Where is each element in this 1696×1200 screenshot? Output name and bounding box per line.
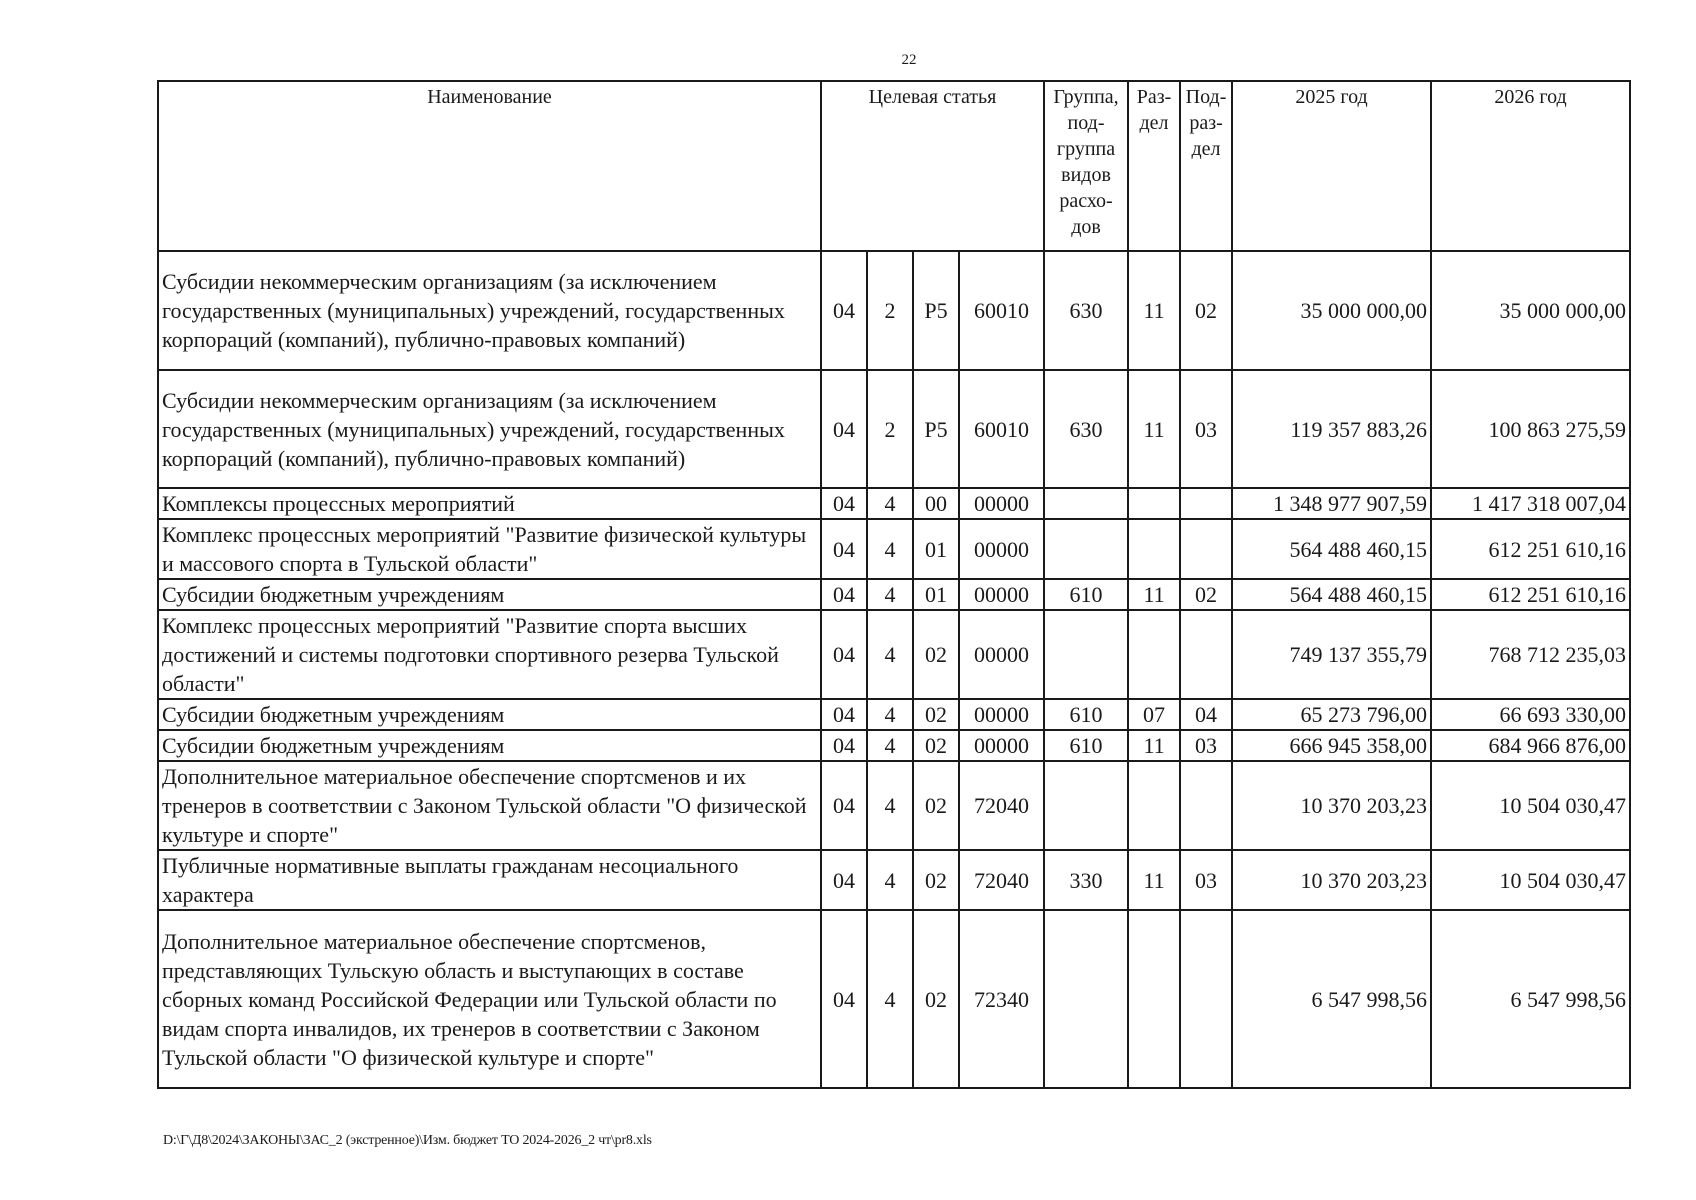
budget-table bbox=[157, 80, 1631, 1089]
amount-2025: 1 348 977 907,59 bbox=[1232, 488, 1431, 519]
target-article-part4: 00000 bbox=[959, 699, 1044, 730]
expense-group bbox=[1044, 761, 1128, 850]
subsection-code: 03 bbox=[1180, 730, 1232, 761]
section-code: 11 bbox=[1128, 579, 1180, 610]
target-article-part2: 4 bbox=[867, 519, 913, 579]
amount-2026: 684 966 876,00 bbox=[1431, 730, 1630, 761]
target-article-part3: 02 bbox=[913, 910, 959, 1088]
row-name: Комплексы процессных мероприятий bbox=[158, 488, 821, 519]
section-code bbox=[1128, 761, 1180, 850]
amount-2025: 10 370 203,23 bbox=[1232, 761, 1431, 850]
row-name: Публичные нормативные выплаты гражданам несоциального характера bbox=[158, 850, 821, 910]
row-name: Субсидии некоммерческим организациям (за исключением государственных (муниципальных) учреждений, государственных корпораций (компаний), публично-правовых компаний) bbox=[158, 370, 821, 488]
target-article-part3: 02 bbox=[913, 850, 959, 910]
target-article-part4: 72040 bbox=[959, 761, 1044, 850]
header-subsection: Под-раз-дел bbox=[1180, 81, 1232, 251]
header-year-2025: 2025 год bbox=[1232, 81, 1431, 251]
section-code: 11 bbox=[1128, 370, 1180, 488]
target-article-part2: 4 bbox=[867, 579, 913, 610]
table-row bbox=[158, 251, 1630, 370]
header-target-article: Целевая статья bbox=[821, 81, 1044, 251]
target-article-part3: Р5 bbox=[913, 370, 959, 488]
expense-group bbox=[1044, 910, 1128, 1088]
target-article-part4: 00000 bbox=[959, 519, 1044, 579]
file-path: D:\Г\Д8\2024\ЗАКОНЫ\ЗАС_2 (экстренное)\Изм. бюджет ТО 2024-2026_2 чт\pr8.xls bbox=[163, 1133, 652, 1148]
amount-2025: 10 370 203,23 bbox=[1232, 850, 1431, 910]
section-code: 11 bbox=[1128, 850, 1180, 910]
amount-2025: 35 000 000,00 bbox=[1232, 251, 1431, 370]
amount-2026: 100 863 275,59 bbox=[1431, 370, 1630, 488]
table-row bbox=[158, 699, 1630, 730]
target-article-part3: 02 bbox=[913, 730, 959, 761]
target-article-part2: 4 bbox=[867, 850, 913, 910]
section-code bbox=[1128, 519, 1180, 579]
amount-2026: 1 417 318 007,04 bbox=[1431, 488, 1630, 519]
target-article-part3: 02 bbox=[913, 699, 959, 730]
table-row bbox=[158, 730, 1630, 761]
target-article-part4: 00000 bbox=[959, 488, 1044, 519]
target-article-part1: 04 bbox=[821, 699, 867, 730]
subsection-code: 02 bbox=[1180, 579, 1232, 610]
expense-group: 630 bbox=[1044, 251, 1128, 370]
target-article-part4: 60010 bbox=[959, 370, 1044, 488]
target-article-part4: 00000 bbox=[959, 610, 1044, 699]
target-article-part2: 2 bbox=[867, 251, 913, 370]
target-article-part3: 02 bbox=[913, 610, 959, 699]
target-article-part4: 72340 bbox=[959, 910, 1044, 1088]
table-row bbox=[158, 761, 1630, 850]
section-code: 11 bbox=[1128, 251, 1180, 370]
expense-group: 610 bbox=[1044, 579, 1128, 610]
section-code bbox=[1128, 610, 1180, 699]
subsection-code: 02 bbox=[1180, 251, 1232, 370]
header-name: Наименование bbox=[158, 81, 821, 251]
target-article-part3: 01 bbox=[913, 579, 959, 610]
target-article-part1: 04 bbox=[821, 370, 867, 488]
target-article-part3: 02 bbox=[913, 761, 959, 850]
row-name: Субсидии бюджетным учреждениям bbox=[158, 579, 821, 610]
expense-group: 610 bbox=[1044, 730, 1128, 761]
subsection-code: 03 bbox=[1180, 370, 1232, 488]
amount-2026: 66 693 330,00 bbox=[1431, 699, 1630, 730]
target-article-part2: 4 bbox=[867, 610, 913, 699]
target-article-part2: 2 bbox=[867, 370, 913, 488]
table-row bbox=[158, 579, 1630, 610]
subsection-code: 03 bbox=[1180, 850, 1232, 910]
target-article-part2: 4 bbox=[867, 910, 913, 1088]
target-article-part1: 04 bbox=[821, 761, 867, 850]
amount-2025: 119 357 883,26 bbox=[1232, 370, 1431, 488]
amount-2025: 6 547 998,56 bbox=[1232, 910, 1431, 1088]
target-article-part3: Р5 bbox=[913, 251, 959, 370]
subsection-code bbox=[1180, 761, 1232, 850]
amount-2025: 65 273 796,00 bbox=[1232, 699, 1431, 730]
row-name: Комплекс процессных мероприятий "Развитие физической культуры и массового спорта в Тульской области" bbox=[158, 519, 821, 579]
amount-2026: 612 251 610,16 bbox=[1431, 579, 1630, 610]
header-section: Раз-дел bbox=[1128, 81, 1180, 251]
target-article-part4: 72040 bbox=[959, 850, 1044, 910]
subsection-code bbox=[1180, 910, 1232, 1088]
expense-group: 610 bbox=[1044, 699, 1128, 730]
row-name: Субсидии бюджетным учреждениям bbox=[158, 699, 821, 730]
section-code bbox=[1128, 910, 1180, 1088]
expense-group bbox=[1044, 519, 1128, 579]
expense-group: 630 bbox=[1044, 370, 1128, 488]
subsection-code bbox=[1180, 488, 1232, 519]
amount-2026: 35 000 000,00 bbox=[1431, 251, 1630, 370]
expense-group bbox=[1044, 488, 1128, 519]
amount-2026: 10 504 030,47 bbox=[1431, 761, 1630, 850]
table-row bbox=[158, 519, 1630, 579]
section-code: 07 bbox=[1128, 699, 1180, 730]
expense-group: 330 bbox=[1044, 850, 1128, 910]
row-name: Дополнительное материальное обеспечение спортсменов и их тренеров в соответствии с Законом Тульской области "О физической культуре и спорте" bbox=[158, 761, 821, 850]
target-article-part4: 00000 bbox=[959, 730, 1044, 761]
expense-group bbox=[1044, 610, 1128, 699]
header-year-2026: 2026 год bbox=[1431, 81, 1630, 251]
target-article-part4: 00000 bbox=[959, 579, 1044, 610]
target-article-part3: 01 bbox=[913, 519, 959, 579]
target-article-part3: 00 bbox=[913, 488, 959, 519]
table-row bbox=[158, 610, 1630, 699]
target-article-part1: 04 bbox=[821, 730, 867, 761]
target-article-part1: 04 bbox=[821, 251, 867, 370]
row-name: Дополнительное материальное обеспечение спортсменов, представляющих Тульскую область и выступающих в составе сборных команд Российской Федерации или Тульской области по видам спорта инвалидов, их тренеров в соответствии с Законом Тульской области "О физической культуре и спорте" bbox=[158, 910, 821, 1088]
amount-2026: 10 504 030,47 bbox=[1431, 850, 1630, 910]
target-article-part2: 4 bbox=[867, 699, 913, 730]
target-article-part2: 4 bbox=[867, 730, 913, 761]
amount-2025: 749 137 355,79 bbox=[1232, 610, 1431, 699]
target-article-part2: 4 bbox=[867, 488, 913, 519]
section-code: 11 bbox=[1128, 730, 1180, 761]
header-group: Группа, под-группа видов расхо-дов bbox=[1044, 81, 1128, 251]
target-article-part1: 04 bbox=[821, 610, 867, 699]
section-code bbox=[1128, 488, 1180, 519]
target-article-part2: 4 bbox=[867, 761, 913, 850]
target-article-part1: 04 bbox=[821, 488, 867, 519]
row-name: Субсидии некоммерческим организациям (за исключением государственных (муниципальных) учреждений, государственных корпораций (компаний), публично-правовых компаний) bbox=[158, 251, 821, 370]
amount-2025: 564 488 460,15 bbox=[1232, 579, 1431, 610]
target-article-part1: 04 bbox=[821, 519, 867, 579]
row-name: Субсидии бюджетным учреждениям bbox=[158, 730, 821, 761]
row-name: Комплекс процессных мероприятий "Развитие спорта высших достижений и системы подготовки спортивного резерва Тульской области" bbox=[158, 610, 821, 699]
amount-2026: 6 547 998,56 bbox=[1431, 910, 1630, 1088]
subsection-code: 04 bbox=[1180, 699, 1232, 730]
page-number: 22 bbox=[901, 52, 917, 68]
table-row bbox=[158, 850, 1630, 910]
target-article-part1: 04 bbox=[821, 910, 867, 1088]
amount-2026: 768 712 235,03 bbox=[1431, 610, 1630, 699]
table-header-row bbox=[158, 81, 1630, 251]
target-article-part4: 60010 bbox=[959, 251, 1044, 370]
amount-2025: 666 945 358,00 bbox=[1232, 730, 1431, 761]
amount-2025: 564 488 460,15 bbox=[1232, 519, 1431, 579]
subsection-code bbox=[1180, 519, 1232, 579]
table-row bbox=[158, 370, 1630, 488]
amount-2026: 612 251 610,16 bbox=[1431, 519, 1630, 579]
table-body bbox=[158, 251, 1630, 1088]
target-article-part1: 04 bbox=[821, 579, 867, 610]
target-article-part1: 04 bbox=[821, 850, 867, 910]
table-row bbox=[158, 910, 1630, 1088]
subsection-code bbox=[1180, 610, 1232, 699]
table-row bbox=[158, 488, 1630, 519]
